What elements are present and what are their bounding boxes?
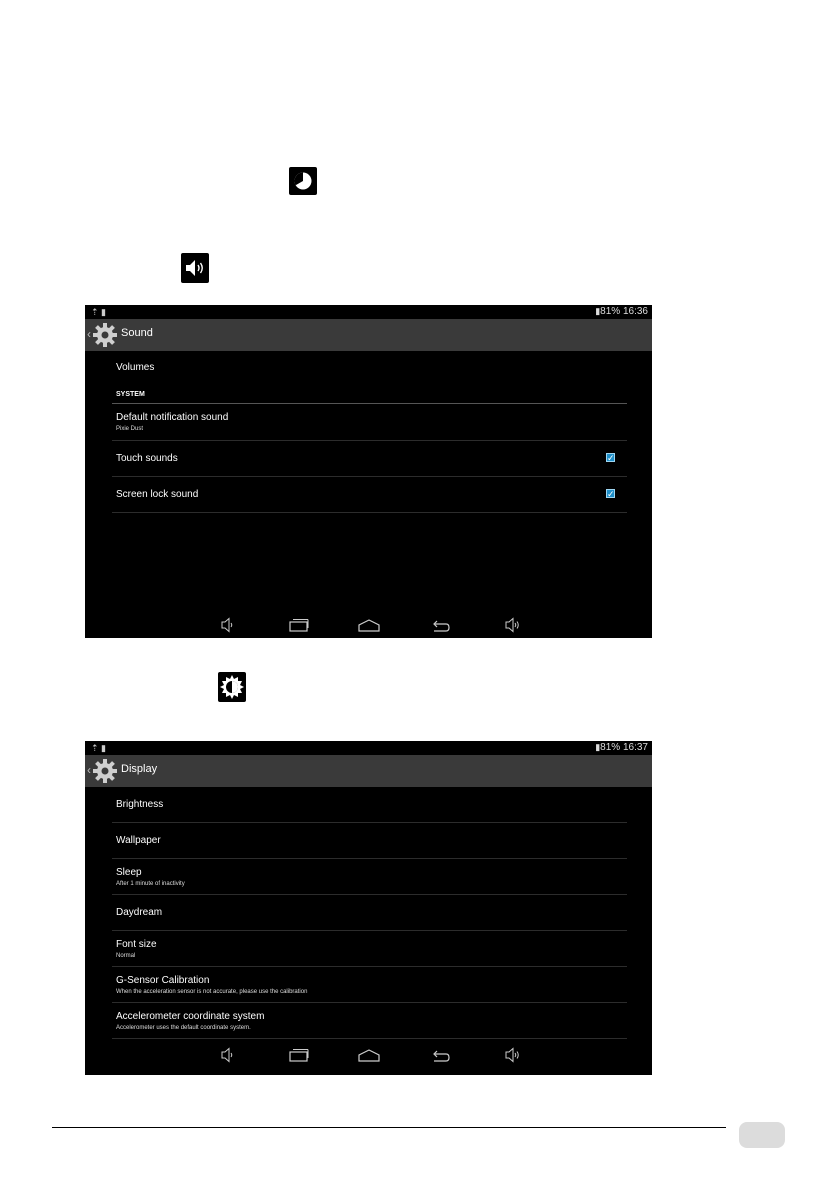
list-item-wallpaper[interactable] (112, 823, 627, 859)
list-item-subtitle: Accelerometer uses the default coordinate system. (116, 1025, 251, 1031)
battery-icon: ▮ (595, 742, 601, 752)
volume-up-icon[interactable] (503, 612, 521, 638)
list-item-title: Touch sounds (116, 453, 178, 464)
list-item-brightness[interactable] (112, 787, 627, 823)
usb-icon: ⇡ ▮ (91, 743, 106, 753)
home-icon[interactable] (357, 1042, 381, 1068)
volume-down-icon[interactable] (219, 1042, 235, 1068)
section-header-system (112, 387, 627, 404)
page-number-badge (739, 1122, 785, 1148)
list-item-default-notification-sound[interactable] (112, 404, 627, 441)
display-list (112, 787, 627, 1039)
status-bar (85, 741, 652, 755)
action-bar (85, 319, 652, 351)
sound-list (112, 351, 627, 513)
volume-down-icon[interactable] (219, 612, 235, 638)
list-item-g-sensor-calibration[interactable] (112, 967, 627, 1003)
status-right (595, 306, 648, 317)
usb-icon: ⇡ ▮ (91, 307, 106, 317)
list-item-subtitle: When the acceleration sensor is not accurate, please use the calibration (116, 989, 308, 995)
volume-up-icon[interactable] (503, 1042, 521, 1068)
list-item-title: Default notification sound (116, 412, 229, 423)
list-item-accelerometer-coordinate-system[interactable] (112, 1003, 627, 1039)
list-item-title: Wallpaper (116, 835, 161, 846)
settings-gear-icon[interactable] (92, 322, 118, 348)
list-item-daydream[interactable] (112, 895, 627, 931)
list-item-subtitle: After 1 minute of inactivity (116, 881, 185, 887)
list-item-title: Screen lock sound (116, 489, 199, 500)
list-item-title: Sleep (116, 867, 142, 878)
list-item-title: Font size (116, 939, 157, 950)
section-title: SYSTEM (116, 391, 145, 398)
navigation-bar (85, 612, 652, 638)
screen-title: Sound (121, 327, 153, 339)
list-item-subtitle: Pixie Dust (116, 426, 144, 432)
brightness-icon (218, 672, 246, 702)
screen-title: Display (121, 763, 158, 775)
recent-apps-icon[interactable] (288, 612, 310, 638)
home-icon[interactable] (357, 612, 381, 638)
battery-level: 81% (600, 742, 621, 753)
list-item-volumes[interactable] (112, 351, 627, 387)
list-item-title: Accelerometer coordinate system (116, 1011, 265, 1022)
speaker-icon (181, 253, 209, 283)
status-bar (85, 305, 652, 319)
clock-icon (289, 167, 317, 195)
back-chevron-icon[interactable]: ‹ (87, 327, 91, 341)
list-item-font-size[interactable] (112, 931, 627, 967)
list-item-title: G-Sensor Calibration (116, 975, 210, 986)
status-right (595, 742, 648, 753)
footer-divider (52, 1127, 726, 1128)
navigation-bar (85, 1042, 652, 1068)
list-item-sleep[interactable] (112, 859, 627, 895)
clock-time: 16:37 (622, 742, 648, 753)
action-bar (85, 755, 652, 787)
list-item-title: Brightness (116, 799, 164, 810)
touch-sounds-checkbox[interactable]: ✓ (607, 453, 615, 463)
screen-lock-sound-checkbox[interactable]: ✓ (607, 489, 615, 499)
back-chevron-icon[interactable]: ‹ (87, 763, 91, 777)
list-item-title: Volumes (116, 362, 155, 373)
list-item-touch-sounds[interactable] (112, 441, 627, 477)
clock-time: 16:36 (622, 306, 648, 317)
list-item-title: Daydream (116, 907, 163, 918)
list-item-screen-lock-sound[interactable] (112, 477, 627, 513)
battery-level: 81% (600, 306, 621, 317)
back-icon[interactable] (430, 612, 452, 638)
battery-icon: ▮ (595, 306, 601, 316)
settings-gear-icon[interactable] (92, 758, 118, 784)
sound-screenshot (85, 305, 652, 638)
back-icon[interactable] (430, 1042, 452, 1068)
display-screenshot (85, 741, 652, 1075)
recent-apps-icon[interactable] (288, 1042, 310, 1068)
list-item-subtitle: Normal (116, 953, 136, 959)
